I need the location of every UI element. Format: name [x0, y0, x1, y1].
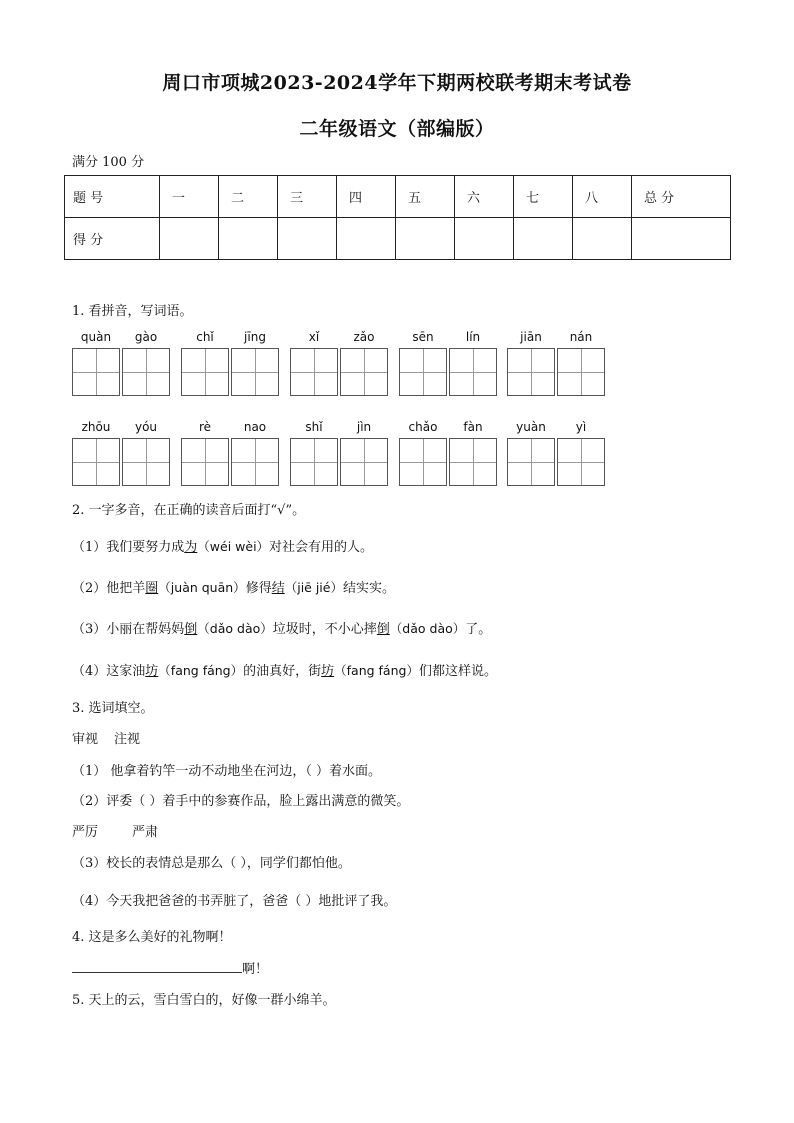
- question-2-item-3: [72, 618, 491, 637]
- sentence-tail: 啊！: [242, 962, 269, 977]
- pinyin-syllable: fàn: [463, 420, 483, 434]
- pinyin-group: [72, 420, 172, 438]
- tian-grid-box[interactable]: [231, 348, 279, 396]
- tian-grid-box[interactable]: [399, 438, 447, 486]
- score-entry-cell[interactable]: [573, 218, 632, 260]
- word-option: 注视: [114, 732, 141, 747]
- score-cell: 总 分: [632, 176, 731, 218]
- pinyin-syllable: sēn: [412, 330, 434, 344]
- question-2-item-4: [72, 660, 497, 679]
- tian-grid-box[interactable]: [507, 438, 555, 486]
- score-cell: 得 分: [65, 218, 160, 260]
- pinyin-options[interactable]: （dǎo dào）: [389, 621, 466, 636]
- word-option: 严肃: [132, 825, 159, 840]
- pinyin-syllable: jīng: [244, 330, 266, 344]
- pinyin-syllable: zǎo: [353, 330, 375, 344]
- target-char: 坊: [321, 664, 335, 679]
- sentence-text: （1）我们要努力成: [72, 540, 185, 555]
- score-cell: 八: [573, 176, 632, 218]
- score-cell: 三: [278, 176, 337, 218]
- pinyin-options[interactable]: （juàn quān）: [158, 580, 246, 595]
- exam-subtitle: 二年级语文（部编版）: [299, 118, 495, 140]
- pinyin-options[interactable]: （dǎo dào）: [197, 621, 273, 636]
- pinyin-syllable: chǎo: [408, 420, 438, 434]
- score-entry-cell[interactable]: [219, 218, 278, 260]
- tian-grid-box[interactable]: [557, 438, 605, 486]
- pinyin-options[interactable]: （jiē jié）: [284, 580, 343, 595]
- tian-grid-box[interactable]: [181, 348, 229, 396]
- score-entry-cell[interactable]: [455, 218, 514, 260]
- pinyin-syllable: shǐ: [305, 420, 323, 434]
- score-entry-cell[interactable]: [396, 218, 455, 260]
- sentence-text: 们都这样说。: [418, 664, 497, 679]
- tian-grid-box[interactable]: [340, 348, 388, 396]
- pinyin-group: [507, 420, 607, 438]
- pinyin-options[interactable]: （fang fáng）: [334, 663, 419, 678]
- question-3-sentence-3[interactable]: （3）校长的表情总是那么（ ），同学们都怕他。: [72, 856, 351, 871]
- score-table-score-row: [65, 218, 731, 260]
- target-char: 为: [184, 540, 198, 555]
- question-4-heading: 4. 这是多么美好的礼物啊！: [72, 930, 232, 945]
- score-table: [64, 175, 731, 260]
- pinyin-syllable: xǐ: [308, 330, 320, 344]
- exam-title: 周口市项城2023-2024学年下期两校联考期末考试卷: [162, 72, 632, 94]
- target-char: 倒: [376, 622, 390, 637]
- pinyin-syllable: nao: [243, 420, 267, 434]
- question-2-item-1: [72, 536, 373, 555]
- score-cell: 一: [160, 176, 219, 218]
- pinyin-syllable: nán: [569, 330, 593, 344]
- pinyin-row-1: [72, 330, 722, 410]
- sentence-text: 垃圾时，不小心摔: [272, 622, 377, 637]
- word-option: 严厉: [72, 825, 99, 840]
- tian-grid-box[interactable]: [449, 348, 497, 396]
- full-score: 满分 100 分: [72, 155, 145, 170]
- target-char: 坊: [145, 664, 159, 679]
- score-cell: 题 号: [65, 176, 160, 218]
- pinyin-group: [181, 330, 281, 348]
- pinyin-group: [507, 330, 607, 348]
- score-entry-cell[interactable]: [337, 218, 396, 260]
- word-choice-2: [72, 821, 158, 840]
- pinyin-syllable: gào: [134, 330, 158, 344]
- tian-grid-box[interactable]: [181, 438, 229, 486]
- pinyin-row-2: [72, 420, 722, 500]
- tian-grid-box[interactable]: [122, 348, 170, 396]
- tian-grid-box[interactable]: [399, 348, 447, 396]
- sentence-text: 修得: [245, 581, 272, 596]
- score-cell: 七: [514, 176, 573, 218]
- pinyin-group: [72, 330, 172, 348]
- target-char: 圈: [145, 581, 159, 596]
- pinyin-syllable: yóu: [134, 420, 158, 434]
- sentence-text: 对社会有用的人。: [269, 540, 374, 555]
- pinyin-syllable: yuàn: [516, 420, 546, 434]
- question-5-heading: 5. 天上的云，雪白雪白的，好像一群小绵羊。: [72, 993, 336, 1008]
- tian-grid-box[interactable]: [290, 438, 338, 486]
- question-2-heading: 2. 一字多音，在正确的读音后面打“√”。: [72, 503, 306, 518]
- question-4-answer-line: [72, 958, 268, 977]
- score-cell: 四: [337, 176, 396, 218]
- score-cell: 五: [396, 176, 455, 218]
- score-entry-cell[interactable]: [514, 218, 573, 260]
- target-char: 结: [271, 581, 285, 596]
- tian-grid-box[interactable]: [72, 438, 120, 486]
- tian-grid-box[interactable]: [231, 438, 279, 486]
- score-entry-cell[interactable]: [160, 218, 219, 260]
- pinyin-group: [290, 330, 390, 348]
- question-3-sentence-1[interactable]: （1） 他拿着钓竿一动不动地坐在河边，（ ）着水面。: [72, 764, 382, 779]
- tian-grid-box[interactable]: [557, 348, 605, 396]
- pinyin-syllable: zhōu: [81, 420, 111, 434]
- answer-blank[interactable]: [72, 960, 242, 973]
- pinyin-group: [290, 420, 390, 438]
- pinyin-syllable: quàn: [80, 330, 112, 344]
- question-3-sentence-4[interactable]: （4）今天我把爸爸的书弄脏了，爸爸（ ）地批评了我。: [72, 894, 397, 909]
- tian-grid-box[interactable]: [507, 348, 555, 396]
- tian-grid-box[interactable]: [290, 348, 338, 396]
- question-1-heading: 1. 看拼音，写词语。: [72, 304, 193, 319]
- pinyin-syllable: jìn: [356, 420, 372, 434]
- tian-grid-box[interactable]: [72, 348, 120, 396]
- score-entry-cell[interactable]: [632, 218, 731, 260]
- score-cell: 二: [219, 176, 278, 218]
- score-table-header-row: [65, 176, 731, 218]
- question-3-sentence-2[interactable]: （2）评委（ ）着手中的参赛作品，脸上露出满意的微笑。: [72, 794, 410, 809]
- pinyin-syllable: jiān: [520, 330, 542, 344]
- word-option: 审视: [72, 732, 99, 747]
- score-entry-cell[interactable]: [278, 218, 337, 260]
- pinyin-group: [181, 420, 281, 438]
- sentence-text: 的油真好，街: [243, 664, 322, 679]
- pinyin-syllable: lín: [465, 330, 481, 344]
- score-cell: 六: [455, 176, 514, 218]
- sentence-text: 结实实。: [342, 581, 395, 596]
- sentence-text: （4）这家油: [72, 664, 146, 679]
- tian-grid-box[interactable]: [449, 438, 497, 486]
- sentence-text: （2）他把羊: [72, 581, 146, 596]
- question-2-item-2: [72, 577, 395, 596]
- sentence-text: 了。: [465, 622, 492, 637]
- pinyin-syllable: rè: [198, 420, 212, 434]
- pinyin-syllable: yì: [575, 420, 587, 434]
- target-char: 倒: [184, 622, 198, 637]
- pinyin-syllable: chǐ: [196, 330, 214, 344]
- tian-grid-box[interactable]: [340, 438, 388, 486]
- question-3-heading: 3. 选词填空。: [72, 701, 154, 716]
- word-choice-1: [72, 728, 140, 747]
- sentence-text: （3）小丽在帮妈妈: [72, 622, 185, 637]
- pinyin-options[interactable]: （fang fáng）: [158, 663, 244, 678]
- pinyin-group: [399, 420, 499, 438]
- tian-grid-box[interactable]: [122, 438, 170, 486]
- pinyin-group: [399, 330, 499, 348]
- pinyin-options[interactable]: （wéi wèi）: [197, 539, 270, 554]
